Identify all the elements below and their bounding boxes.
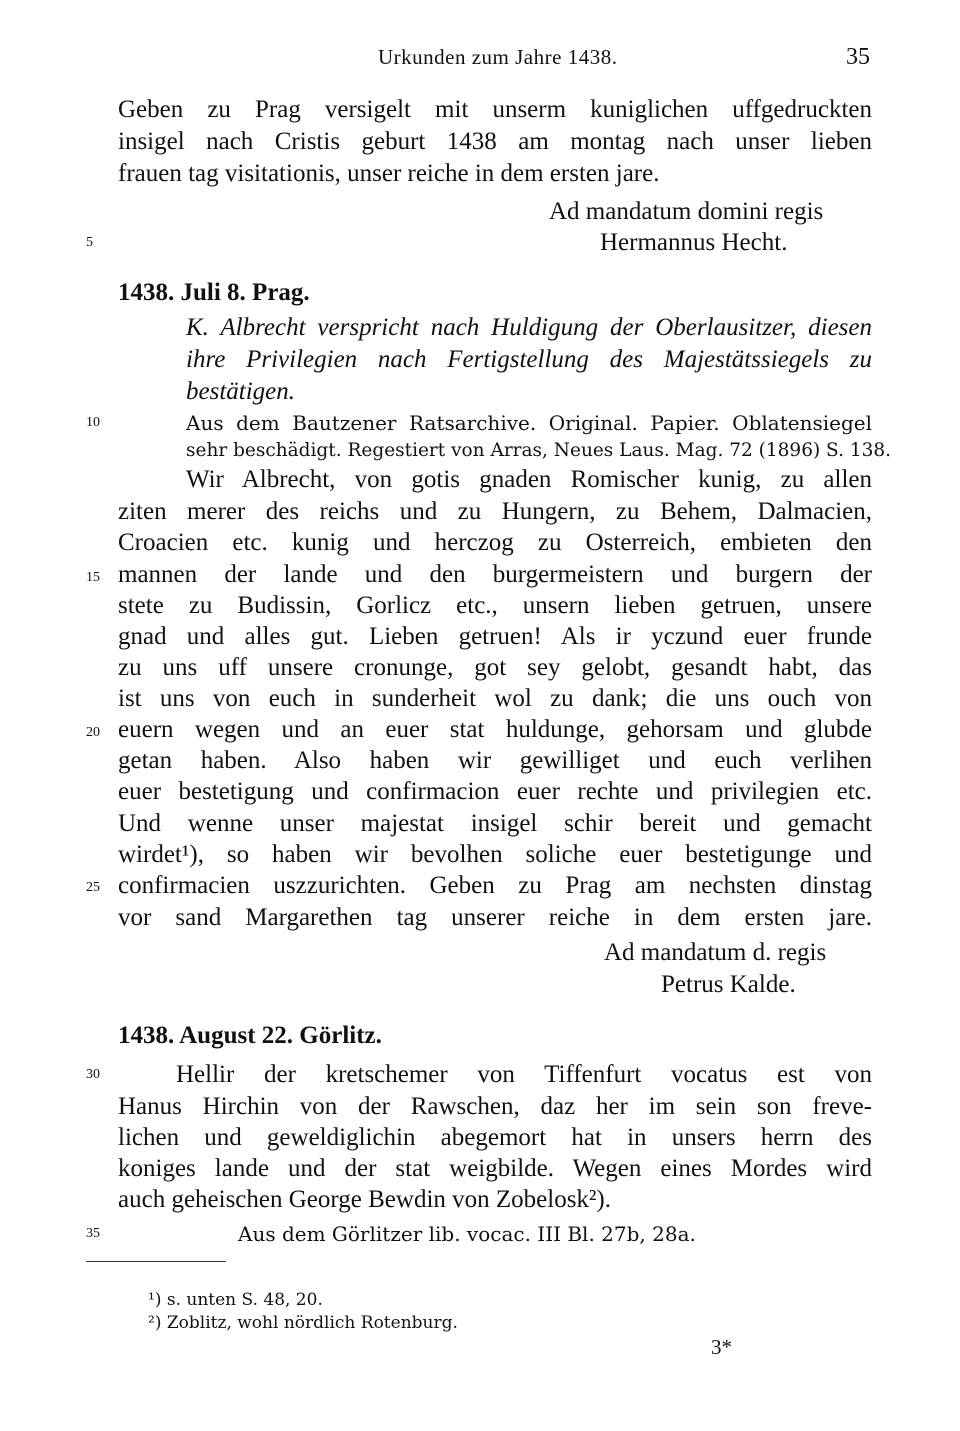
text-line: gnad und alles gut. Lieben getruen! Als ir yczund euer frunde	[118, 623, 872, 650]
doc1-signature-mandate: Ad mandatum domini regis	[549, 198, 824, 225]
text-line: euern wegen und an euer stat huldunge, gehorsam und glubde	[118, 716, 872, 743]
text-line: koniges lande und der stat weigbilde. Wegen eines Mordes wird	[118, 1155, 872, 1182]
text-line: ziten merer des reichs und zu Hungern, zu Behem, Dalmacien,	[118, 498, 872, 525]
source-line: sehr beschädigt. Regestiert von Arras, Neues Laus. Mag. 72 (1896) S. 138.	[186, 440, 892, 461]
line-number-35: 35	[86, 1226, 100, 1241]
text-line: getan haben. Also haben wir gewilliget und euch verlihen	[118, 747, 872, 774]
text-line: zu uns uff unsere cronunge, got sey gelobt, gesandt habt, das	[118, 654, 872, 681]
doc3-date-heading: 1438. August 22. Görlitz.	[118, 1022, 382, 1049]
line-number-15: 15	[86, 570, 100, 585]
text-line: euer bestetigung und confirmacion euer rechte und privilegien etc.	[118, 778, 872, 805]
text-line: frauen tag visitationis, unser reiche in dem ersten jare.	[118, 160, 660, 187]
doc2-signature-mandate: Ad mandatum d. regis	[604, 939, 827, 966]
text-line: stete zu Budissin, Gorlicz etc., unsern lieben getruen, unsere	[118, 592, 872, 619]
text-line: confirmacien uszzurichten. Geben zu Prag am nechsten dinstag	[118, 872, 872, 899]
line-number-5: 5	[86, 235, 93, 250]
line-number-30: 30	[86, 1067, 100, 1082]
text-line: vor sand Margarethen tag unserer reiche in dem ersten jare.	[118, 904, 872, 931]
text-line: wirdet¹), so haben wir bevolhen soliche euer bestetigunge und	[118, 841, 872, 868]
text-line: insigel nach Cristis geburt 1438 am montag nach unser lieben	[118, 128, 872, 155]
running-title: Urkunden zum Jahre 1438.	[378, 45, 618, 69]
line-number-20: 20	[86, 725, 100, 740]
text-line: Croacien etc. kunig und herczog zu Osterreich, embieten den	[118, 529, 872, 556]
signature-mark: 3*	[711, 1335, 732, 1359]
page-number: 35	[846, 44, 870, 70]
line-number-10: 10	[86, 415, 100, 430]
doc2-signature-name: Petrus Kalde.	[661, 971, 796, 998]
footnote-rule	[86, 1261, 226, 1262]
text-line: Geben zu Prag versigelt mit unserm kuniglichen uffgedruckten	[118, 96, 872, 123]
regest-line: ihre Privilegien nach Fertigstellung des Majestätssiegels zu	[186, 346, 872, 373]
footnote-2: ²) Zoblitz, wohl nördlich Rotenburg.	[148, 1313, 458, 1333]
source-line: Aus dem Bautzener Ratsarchive. Original. Papier. Oblatensiegel	[186, 411, 872, 435]
doc2-date-heading: 1438. Juli 8. Prag.	[118, 279, 310, 306]
text-line: auch geheischen George Bewdin von Zobelosk²).	[118, 1186, 612, 1213]
text-line: lichen und geweldiglichin abegemort hat in unsers herrn des	[118, 1124, 872, 1151]
text-line: Wir Albrecht, von gotis gnaden Romischer kunig, zu allen	[186, 466, 872, 493]
regest-line: bestätigen.	[186, 378, 296, 405]
footnote-1: ¹) s. unten S. 48, 20.	[148, 1290, 323, 1310]
line-number-25: 25	[86, 880, 100, 895]
text-line: ist uns von euch in sunderheit wol zu dank; die uns ouch von	[118, 685, 872, 712]
doc1-signature-name: Hermannus Hecht.	[600, 229, 788, 256]
doc3-source-note: Aus dem Görlitzer lib. vocac. III Bl. 27b, 28a.	[238, 1222, 696, 1246]
regest-line: K. Albrecht verspricht nach Huldigung der Oberlausitzer, diesen	[186, 314, 872, 341]
text-line: Und wenne unser majestat insigel schir bereit und gemacht	[118, 810, 872, 837]
text-line: mannen der lande und den burgermeistern und burgern der	[118, 561, 872, 588]
text-line: Hanus Hirchin von der Rawschen, daz her im sein son freve-	[118, 1093, 872, 1120]
text-line: Hellir der kretschemer von Tiffenfurt vocatus est von	[176, 1061, 872, 1088]
